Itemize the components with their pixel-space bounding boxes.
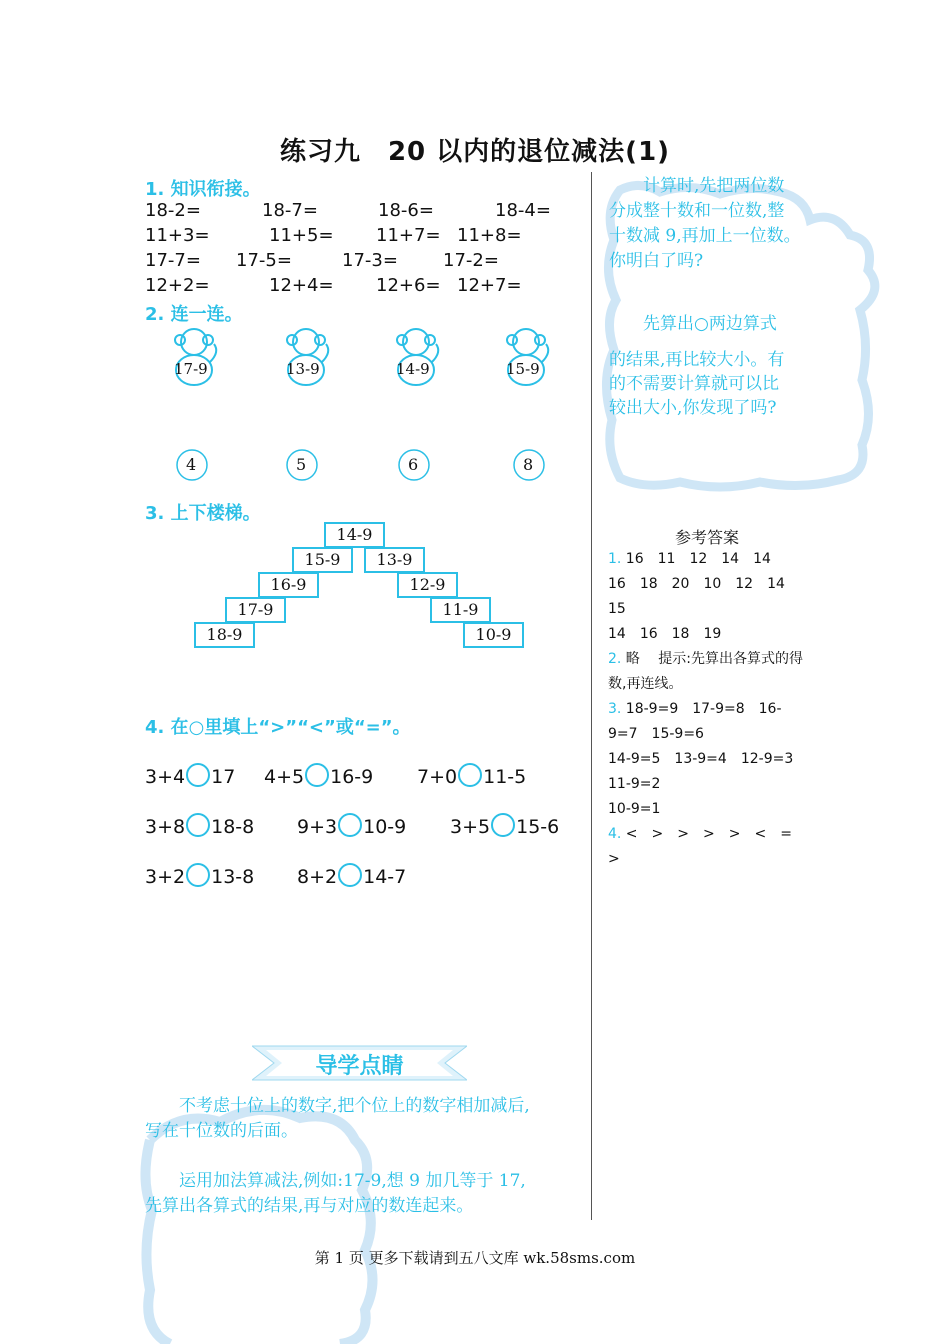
answer-circle[interactable]	[186, 813, 210, 837]
compare-right: 18-8	[211, 816, 255, 838]
compare-item	[145, 763, 235, 788]
answer-line	[608, 622, 838, 647]
stair-step: 13-9	[364, 547, 425, 573]
guide-line: 先算出各算式的结果,再与对应的数连起来。	[145, 1196, 474, 1216]
monkey-card	[388, 322, 448, 394]
answer-text: 15	[608, 601, 626, 617]
answer-text: 10-9=1	[608, 801, 661, 817]
stair-step: 17-9	[225, 597, 286, 623]
monkey-icon	[278, 322, 334, 392]
answer-circle[interactable]	[491, 813, 515, 837]
answer-line	[608, 722, 838, 747]
answer-text: 14-9=5 13-9=4 12-9=3	[608, 751, 794, 767]
answer-text: < > > > > < =	[621, 826, 792, 842]
answer-circle[interactable]	[338, 863, 362, 887]
compare-right: 14-7	[363, 866, 407, 888]
answer-circle[interactable]	[186, 863, 210, 887]
s1-expr: 12+2=	[145, 275, 210, 296]
guide-banner-title: 导学点睛	[315, 1054, 404, 1079]
answer-line	[608, 572, 838, 597]
compare-left: 3+5	[450, 816, 491, 838]
page-footer: 第 1 页 更多下载请到五八文库 wk.58sms.com	[314, 1249, 636, 1267]
stair-step: 14-9	[324, 522, 385, 548]
monkey-card	[498, 322, 558, 394]
column-divider	[591, 172, 592, 1220]
number-bubble	[396, 447, 432, 483]
answer-num: 1.	[608, 551, 622, 567]
bubble-number: 4	[186, 455, 197, 474]
answer-circle[interactable]	[458, 763, 482, 787]
answer-line	[608, 672, 838, 697]
compare-right: 10-9	[363, 816, 407, 838]
compare-right: 16-9	[330, 766, 374, 788]
monkey-icon	[388, 322, 444, 392]
answer-text: 11-9=2	[608, 776, 661, 792]
hint-line: 较出大小,你发现了吗?	[609, 398, 777, 418]
compare-item	[145, 813, 254, 838]
answer-text: 略 提示:先算出各算式的得	[621, 651, 803, 667]
stair-step: 10-9	[463, 622, 524, 648]
answer-line	[608, 647, 838, 672]
answers-title: 参考答案	[675, 528, 740, 547]
answer-line	[608, 822, 838, 847]
compare-left: 7+0	[417, 766, 458, 788]
guide-paragraph-1	[145, 1094, 585, 1144]
guide-line: 不考虑十位上的数字,把个位上的数字相加减后,	[145, 1096, 530, 1116]
compare-right: 15-6	[516, 816, 560, 838]
monkey-card	[166, 322, 226, 394]
monkey-label: 13-9	[286, 360, 320, 378]
section-2-heading: 2. 连一连。	[145, 304, 243, 325]
section-4-heading: 4. 在○里填上“>”“<”或“=”。	[145, 717, 411, 738]
compare-left: 8+2	[297, 866, 338, 888]
s1-expr: 11+7=	[376, 225, 441, 246]
s1-expr: 18-6=	[378, 200, 434, 221]
compare-left: 9+3	[297, 816, 338, 838]
s1-expr: 11+8=	[457, 225, 522, 246]
s1-expr: 17-7=	[145, 250, 201, 271]
answer-num: 2.	[608, 651, 622, 667]
hint-line: 的不需要计算就可以比	[609, 374, 779, 394]
bubble-number: 8	[523, 455, 534, 474]
answer-text: 16 18 20 10 12 14	[608, 576, 785, 592]
s1-expr: 18-4=	[495, 200, 551, 221]
s1-expr: 12+4=	[269, 275, 334, 296]
number-bubble	[284, 447, 320, 483]
hint-line: 先算出○两边算式	[609, 314, 777, 334]
answer-line	[608, 597, 838, 622]
s1-expr: 11+3=	[145, 225, 210, 246]
answer-text: 9=7 15-9=6	[608, 726, 704, 742]
answer-line	[608, 847, 838, 872]
answer-text: 18-9=9 17-9=8 16-	[621, 701, 782, 717]
answer-text: 数,再连线。	[608, 676, 683, 692]
hint-line: 计算时,先把两位数	[609, 176, 785, 196]
monkey-card	[278, 322, 338, 394]
s1-expr: 17-3=	[342, 250, 398, 271]
answer-circle[interactable]	[186, 763, 210, 787]
s1-expr: 18-2=	[145, 200, 201, 221]
hint-line: 你明白了吗?	[609, 251, 704, 271]
stair-step: 16-9	[258, 572, 319, 598]
monkey-label: 17-9	[174, 360, 208, 378]
hint-line: 分成整十数和一位数,整	[609, 201, 785, 221]
compare-right: 11-5	[483, 766, 527, 788]
stair-step: 18-9	[194, 622, 255, 648]
s1-expr: 17-5=	[236, 250, 292, 271]
guide-line: 运用加法算减法,例如:17-9,想 9 加几等于 17,	[145, 1171, 526, 1191]
hint-top	[609, 174, 849, 274]
section-1-heading: 1. 知识衔接。	[145, 179, 261, 200]
stair-step: 15-9	[292, 547, 353, 573]
guide-line: 写在十位数的后面。	[145, 1121, 298, 1141]
answer-line	[608, 797, 838, 822]
answer-num: 4.	[608, 826, 622, 842]
compare-item	[450, 813, 559, 838]
compare-item	[264, 763, 373, 788]
s1-expr: 12+7=	[457, 275, 522, 296]
answer-line	[608, 697, 838, 722]
answer-text: 16 11 12 14 14	[621, 551, 771, 567]
s1-expr: 12+6=	[376, 275, 441, 296]
s1-expr: 18-7=	[262, 200, 318, 221]
monkey-label: 14-9	[396, 360, 430, 378]
hint-line: 的结果,再比较大小。有	[609, 350, 785, 370]
s1-row	[145, 275, 585, 300]
stair-step: 11-9	[430, 597, 491, 623]
s1-row	[145, 200, 585, 225]
compare-left: 3+4	[145, 766, 186, 788]
compare-item	[297, 813, 406, 838]
compare-right: 17	[211, 766, 236, 788]
answer-line	[608, 747, 838, 772]
s1-row	[145, 250, 585, 275]
compare-right: 13-8	[211, 866, 255, 888]
answer-text: 14 16 18 19	[608, 626, 722, 642]
answer-circle[interactable]	[338, 813, 362, 837]
answer-line	[608, 772, 838, 797]
answer-circle[interactable]	[305, 763, 329, 787]
compare-left: 3+8	[145, 816, 186, 838]
compare-item	[145, 863, 254, 888]
bubble-number: 6	[408, 455, 419, 474]
compare-left: 4+5	[264, 766, 305, 788]
answer-line	[608, 547, 838, 572]
answer-num: 3.	[608, 701, 622, 717]
answers-list	[608, 547, 838, 872]
s1-row	[145, 225, 585, 250]
guide-paragraph-2	[145, 1169, 585, 1219]
bubble-number: 5	[296, 455, 307, 474]
s1-expr: 17-2=	[443, 250, 499, 271]
monkey-icon	[498, 322, 554, 392]
monkey-label: 15-9	[506, 360, 540, 378]
number-bubble	[511, 447, 547, 483]
monkey-icon	[166, 322, 222, 392]
s1-expr: 11+5=	[269, 225, 334, 246]
compare-item	[297, 863, 406, 888]
stair-step: 12-9	[397, 572, 458, 598]
compare-left: 3+2	[145, 866, 186, 888]
compare-item	[417, 763, 526, 788]
section-3-heading: 3. 上下楼梯。	[145, 503, 261, 524]
page-title: 练习九 20 以内的退位减法(1)	[279, 137, 671, 167]
answer-text: >	[608, 851, 620, 867]
hint-mid	[609, 312, 849, 420]
hint-line: 十数减 9,再加上一位数。	[609, 226, 801, 246]
number-bubble	[174, 447, 210, 483]
